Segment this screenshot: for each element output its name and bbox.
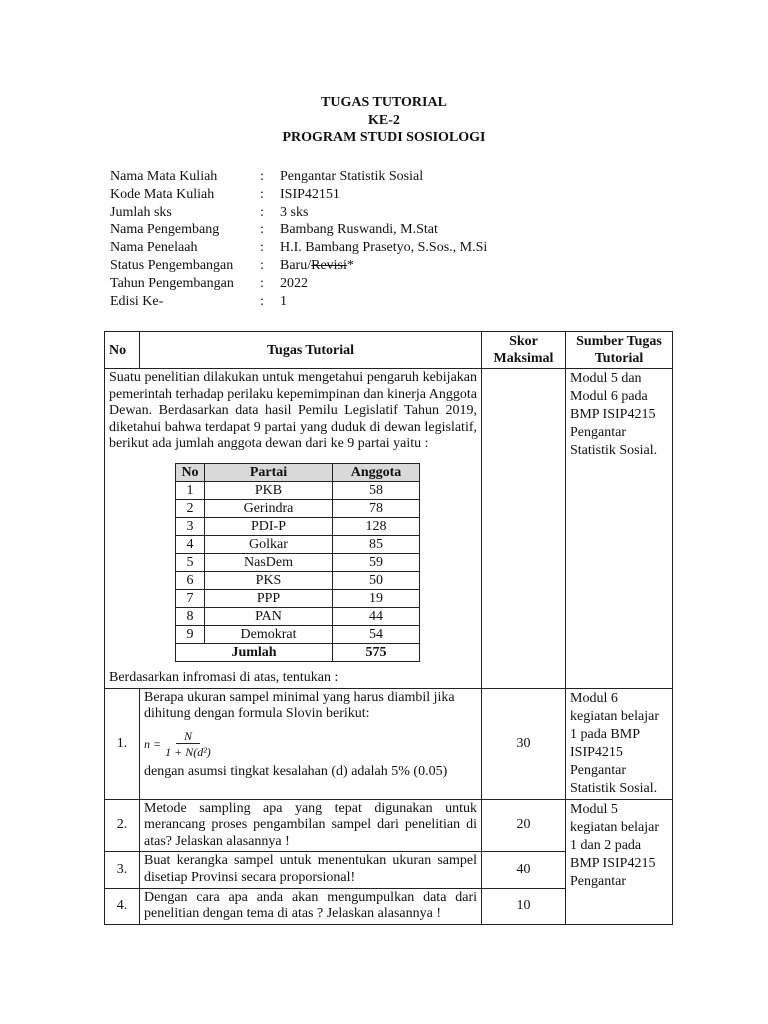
question-score: 30 bbox=[482, 688, 566, 799]
party-name: Demokrat bbox=[205, 625, 333, 643]
info-colon: : bbox=[260, 275, 264, 291]
question-number: 4. bbox=[105, 888, 140, 924]
party-no: 9 bbox=[176, 625, 205, 643]
info-label: Nama Penelaah bbox=[110, 240, 198, 256]
status-value-revision-struck: Revisi bbox=[311, 257, 347, 273]
question-score: 10 bbox=[482, 888, 566, 924]
header-no: No bbox=[105, 332, 140, 369]
info-row-developer bbox=[110, 221, 487, 239]
info-row-course-name bbox=[110, 168, 487, 186]
table-row bbox=[176, 571, 420, 589]
info-value: Pengantar Statistik Sosial bbox=[280, 169, 424, 184]
party-header-no: No bbox=[176, 463, 205, 481]
party-no: 2 bbox=[176, 499, 205, 517]
info-value: 3 sks bbox=[280, 204, 309, 220]
info-label: Status Pengembangan bbox=[110, 257, 234, 273]
header-source: Sumber Tugas Tutorial bbox=[566, 332, 673, 369]
party-name: PKB bbox=[205, 481, 333, 499]
info-value: ISIP42151 bbox=[280, 186, 340, 202]
info-colon: : bbox=[260, 257, 264, 273]
instruction-text: Berdasarkan infromasi di atas, tentukan : bbox=[109, 669, 339, 685]
case-description-cell bbox=[105, 369, 482, 689]
table-row bbox=[176, 625, 420, 643]
party-members-table bbox=[175, 463, 420, 662]
info-label: Nama Mata Kuliah bbox=[110, 169, 218, 184]
party-members: 50 bbox=[333, 571, 420, 589]
party-no: 8 bbox=[176, 607, 205, 625]
case-description: Suatu penelitian dilakukan untuk mengetahui pengaruh kebijakan pemerintah terhadap perilaku kepemimpinan dan kinerja Anggota Dewan. Berdasarkan data hasil Pemilu Legislatif Tahun 2019, diketahui bahwa terdapat 9 partai yang duduk di dewan legislatif, berikut ada jumlah anggota dewan dari ke 9 partai yaitu : bbox=[109, 370, 477, 452]
info-value: Bambang Ruswandi, M.Stat bbox=[280, 222, 438, 238]
party-members: 44 bbox=[333, 607, 420, 625]
info-value: H.I. Bambang Prasetyo, S.Sos., M.Si bbox=[280, 240, 488, 256]
party-total-row bbox=[176, 643, 420, 661]
party-name: PDI-P bbox=[205, 517, 333, 535]
table-row bbox=[176, 517, 420, 535]
table-header-row bbox=[105, 332, 673, 369]
party-no: 5 bbox=[176, 553, 205, 571]
status-value-new: Baru/ bbox=[280, 257, 312, 273]
info-row-year bbox=[110, 275, 487, 293]
info-row-credits bbox=[110, 204, 487, 222]
info-row-edition bbox=[110, 293, 487, 311]
question-text: Metode sampling apa yang tepat digunakan untuk merancang proses pengambilan sampel dari penelitian di atas? Jelaskan alasannya ! bbox=[140, 799, 482, 852]
question-text: Berapa ukuran sampel minimal yang harus diambil jika dihitung dengan formula Slovin berikut: bbox=[144, 689, 455, 722]
question-row-2 bbox=[105, 799, 673, 852]
table-row bbox=[176, 481, 420, 499]
info-row-reviewer bbox=[110, 239, 487, 257]
party-name: PKS bbox=[205, 571, 333, 589]
info-row-course-code bbox=[110, 186, 487, 204]
info-colon: : bbox=[260, 240, 264, 256]
intro-score-cell bbox=[482, 369, 566, 689]
table-row bbox=[176, 589, 420, 607]
formula-fraction bbox=[165, 729, 211, 760]
question-text: Buat kerangka sampel untuk menentukan ukuran sampel disetiap Provinsi secara proporsional! bbox=[140, 852, 482, 888]
party-name: NasDem bbox=[205, 553, 333, 571]
formula-numerator: N bbox=[176, 729, 200, 744]
party-header-party: Partai bbox=[205, 463, 333, 481]
table-row bbox=[176, 607, 420, 625]
party-members: 19 bbox=[333, 589, 420, 607]
party-name: PPP bbox=[205, 589, 333, 607]
info-label: Nama Pengembang bbox=[110, 222, 220, 238]
title-line-2: KE-2 bbox=[368, 112, 400, 128]
party-no: 6 bbox=[176, 571, 205, 589]
question-source: Modul 6 kegiatan belajar 1 pada BMP ISIP4215 Pengantar Statistik Sosial. bbox=[566, 688, 673, 799]
table-row bbox=[176, 535, 420, 553]
question-score: 20 bbox=[482, 799, 566, 852]
title-line-3: PROGRAM STUDI SOSIOLOGI bbox=[282, 130, 486, 145]
info-colon: : bbox=[260, 204, 264, 220]
tutorial-task-table bbox=[104, 331, 673, 925]
question-row-1 bbox=[105, 688, 673, 799]
slovin-formula bbox=[144, 729, 477, 760]
info-label: Edisi Ke- bbox=[110, 293, 164, 309]
party-members: 58 bbox=[333, 481, 420, 499]
course-info bbox=[110, 168, 487, 310]
intro-source: Modul 5 dan Modul 6 pada BMP ISIP4215 Pengantar Statistik Sosial. bbox=[566, 369, 673, 689]
party-header-members: Anggota bbox=[333, 463, 420, 481]
question-text: Dengan cara apa anda akan mengumpulkan data dari penelitian dengan tema di atas ? Jelaskan alasannya ! bbox=[140, 888, 482, 924]
document-title-block bbox=[0, 94, 768, 147]
formula-lhs: n = bbox=[144, 736, 162, 751]
party-name: Golkar bbox=[205, 535, 333, 553]
party-members: 128 bbox=[333, 517, 420, 535]
party-members: 85 bbox=[333, 535, 420, 553]
info-row-status bbox=[110, 257, 487, 275]
info-value: 1 bbox=[280, 293, 287, 309]
question-text-cell bbox=[140, 688, 482, 799]
party-total-value: 575 bbox=[333, 643, 420, 661]
info-label: Tahun Pengembangan bbox=[110, 275, 234, 291]
title-line-1: TUGAS TUTORIAL bbox=[321, 95, 447, 110]
info-colon: : bbox=[260, 222, 264, 238]
info-value: 2022 bbox=[280, 275, 308, 291]
party-total-label: Jumlah bbox=[176, 643, 333, 661]
party-name: Gerindra bbox=[205, 499, 333, 517]
header-score: Skor Maksimal bbox=[482, 332, 566, 369]
party-no: 1 bbox=[176, 481, 205, 499]
table-row bbox=[176, 553, 420, 571]
question-source: Modul 5 kegiatan belajar 1 dan 2 pada BMP ISIP4215 Pengantar bbox=[566, 799, 673, 924]
question-number: 3. bbox=[105, 852, 140, 888]
header-task: Tugas Tutorial bbox=[140, 332, 482, 369]
info-colon: : bbox=[260, 186, 264, 202]
info-colon: : bbox=[260, 169, 264, 184]
party-name: PAN bbox=[205, 607, 333, 625]
party-no: 4 bbox=[176, 535, 205, 553]
info-label: Jumlah sks bbox=[110, 204, 172, 220]
formula-denominator: 1 + N(d²) bbox=[165, 744, 211, 759]
party-no: 7 bbox=[176, 589, 205, 607]
party-members: 59 bbox=[333, 553, 420, 571]
question-number: 1. bbox=[105, 688, 140, 799]
party-members: 78 bbox=[333, 499, 420, 517]
question-text-assumption: dengan asumsi tingkat kesalahan (d) adalah 5% (0.05) bbox=[144, 763, 448, 779]
info-colon: : bbox=[260, 293, 264, 309]
party-no: 3 bbox=[176, 517, 205, 535]
status-asterisk: * bbox=[346, 257, 354, 273]
info-label: Kode Mata Kuliah bbox=[110, 186, 215, 202]
intro-row bbox=[105, 369, 673, 689]
question-number: 2. bbox=[105, 799, 140, 852]
table-row bbox=[176, 499, 420, 517]
party-table-header bbox=[176, 463, 420, 481]
question-score: 40 bbox=[482, 852, 566, 888]
party-members: 54 bbox=[333, 625, 420, 643]
